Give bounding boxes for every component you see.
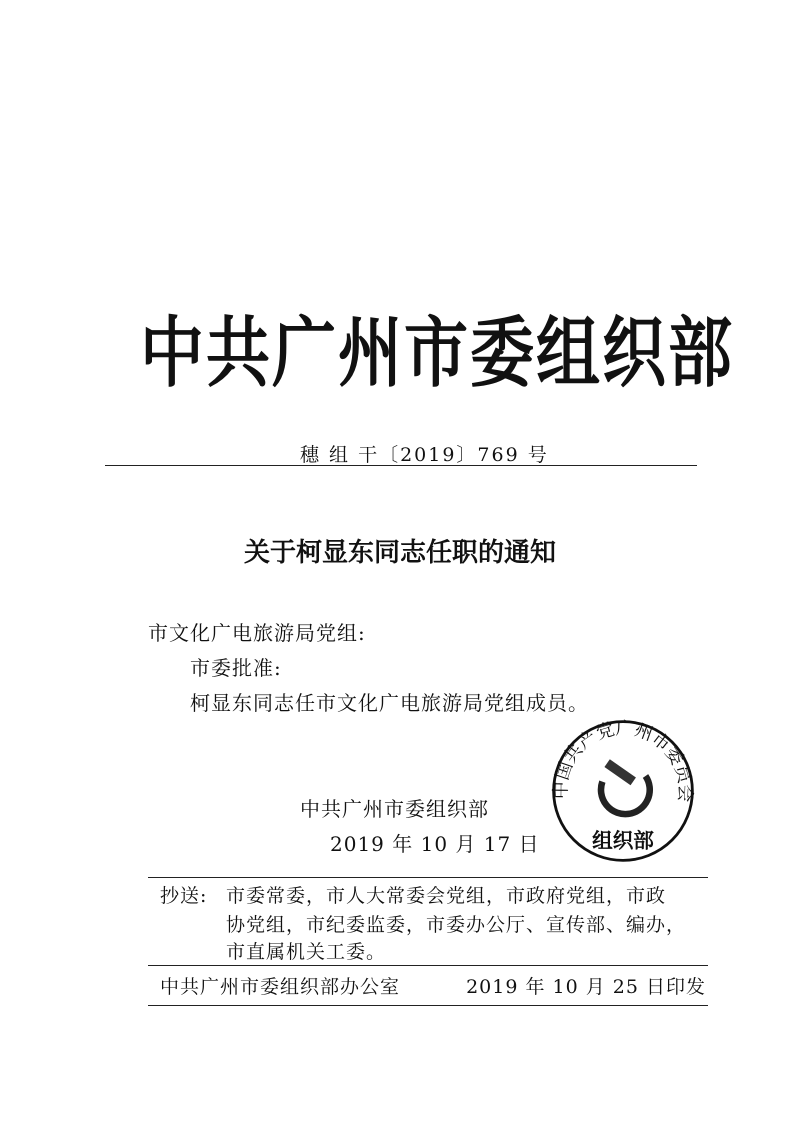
body-line-1: 市委批准: bbox=[190, 656, 282, 680]
cc-line-1: 市委常委，市人大常委会党组，市政府党组，市政 bbox=[226, 885, 667, 907]
cc-line-2: 协党组，市纪委监委，市委办公厅、宣传部、编办， bbox=[226, 914, 687, 936]
footer-divider bbox=[148, 1005, 708, 1006]
footer-office: 中共广州市委组织部办公室 bbox=[160, 976, 401, 998]
cc-bottom-divider bbox=[148, 965, 708, 966]
notice-title: 关于柯显东同志任职的通知 bbox=[243, 538, 556, 568]
official-seal bbox=[548, 716, 698, 866]
recipient: 市文化广电旅游局党组: bbox=[148, 621, 366, 645]
seal-ring-text: 中国共产党广州市委员会 bbox=[550, 718, 696, 803]
issuing-organization-title: 中共广州市委组织部 bbox=[140, 310, 734, 399]
cc-line-3: 市直属机关工委。 bbox=[226, 941, 387, 963]
cc-label: 抄送: bbox=[160, 885, 208, 907]
header-divider bbox=[105, 465, 697, 466]
document-number: 穗 组 干〔2019〕769 号 bbox=[300, 444, 549, 466]
body-line-2: 柯显东同志任市文化广电旅游局党组成员。 bbox=[190, 691, 589, 715]
signature-issuer: 中共广州市委组织部 bbox=[300, 797, 489, 821]
signature-date: 2019 年 10 月 17 日 bbox=[330, 832, 540, 856]
sickle-icon bbox=[601, 776, 650, 814]
footer-print-date: 2019 年 10 月 25 日印发 bbox=[466, 976, 706, 998]
hammer-icon bbox=[604, 759, 635, 785]
seal-center-text: 组织部 bbox=[592, 828, 654, 853]
cc-top-divider bbox=[148, 877, 708, 878]
